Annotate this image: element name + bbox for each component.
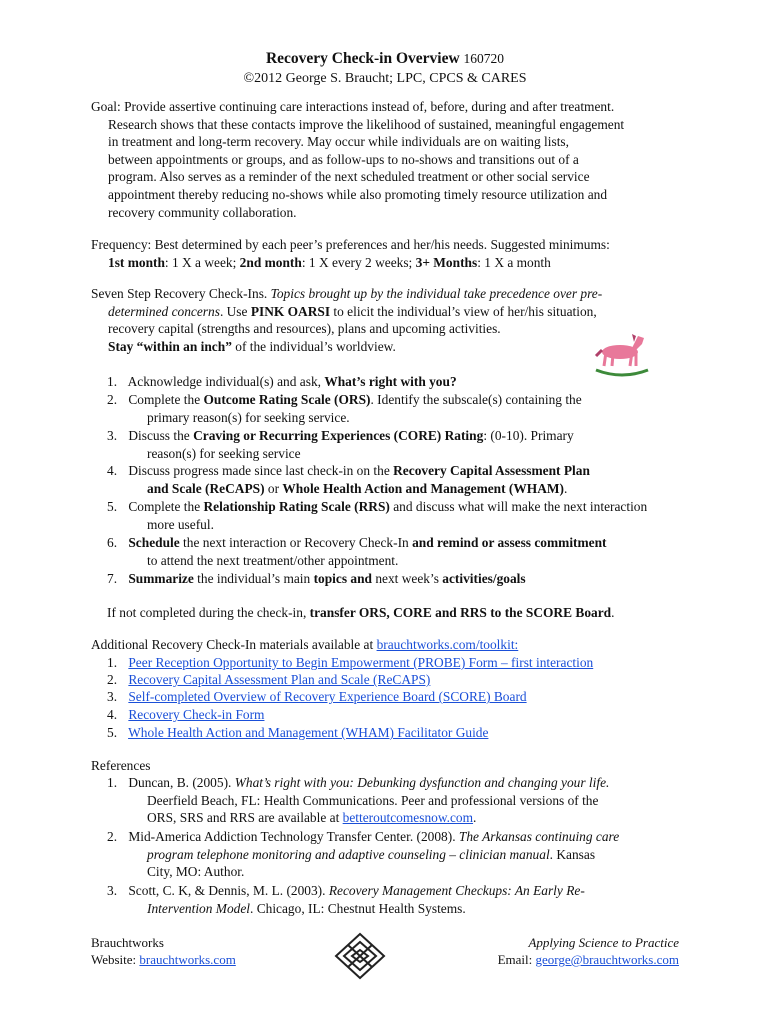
- email-link[interactable]: george@brauchtworks.com: [535, 952, 679, 967]
- goal-line: Research shows that these contacts improve the likelihood of sustained, meaningful engagement: [108, 116, 625, 132]
- material-item: 4. Recovery Check-in Form: [107, 707, 265, 722]
- transfer-note: If not completed during the check-in, transfer ORS, CORE and RRS to the SCORE Board.: [107, 605, 615, 620]
- goal-line: Goal: Provide assertive continuing care interactions instead of, before, during and after treatment.: [91, 99, 615, 114]
- reference-item: 2. Mid-America Addiction Technology Transfer Center. (2008). The Arkansas continuing care program telephone monitoring and adaptive counseling – clinician manual. Kansas City, MO: Author.: [107, 829, 620, 880]
- toolkit-link[interactable]: brauchtworks.com/toolkit:: [376, 637, 519, 652]
- wham-guide-link[interactable]: Whole Health Action and Management (WHAM) Facilitator Guide: [128, 725, 489, 740]
- material-item: 5. Whole Health Action and Management (WHAM) Facilitator Guide: [107, 725, 489, 740]
- goal-section: [91, 98, 691, 221]
- seven-step-intro-3: recovery capital (strengths and resources), plans and upcoming activities.: [108, 321, 501, 337]
- footer-right: Applying Science to Practice Email: george@brauchtworks.com: [497, 935, 679, 967]
- rocking-horse-icon: [592, 330, 652, 378]
- step-item: 2. Complete the Outcome Rating Scale (ORS). Identify the subscale(s) containing the primary reason(s) for seeking service.: [107, 392, 582, 425]
- references-heading: References: [91, 758, 151, 773]
- frequency-line: Frequency: Best determined by each peer’s preferences and her/his needs. Suggested minimums:: [91, 237, 610, 252]
- material-item: 2. Recovery Capital Assessment Plan and Scale (ReCAPS): [107, 672, 431, 687]
- copyright-line: ©2012 George S. Braucht; LPC, CPCS & CARES: [243, 71, 527, 86]
- seven-step-intro: Seven Step Recovery Check-Ins. Topics brought up by the individual take precedence over pre-: [91, 286, 603, 301]
- footer-left: Brauchtworks Website: brauchtworks.com: [91, 935, 236, 967]
- step-item: 1. Acknowledge individual(s) and ask, What’s right with you?: [107, 374, 457, 389]
- step-item: 5. Complete the Relationship Rating Scale (RRS) and discuss what will make the next interaction more useful.: [107, 499, 648, 532]
- frequency-minimums: 1st month: 1 X a week; 2nd month: 1 X every 2 weeks; 3+ Months: 1 X a month: [108, 254, 551, 270]
- goal-line: in treatment and long-term recovery. May occur while individuals are on waiting lists,: [108, 134, 569, 150]
- step-item: 7. Summarize the individual’s main topics and next week’s activities/goals: [107, 571, 526, 586]
- step-item: 6. Schedule the next interaction or Recovery Check-In and remind or assess commitment to attend the next treatment/other appointment.: [107, 535, 607, 568]
- additional-materials-heading: Additional Recovery Check-In materials available at brauchtworks.com/toolkit:: [91, 637, 519, 652]
- frequency-section: [91, 236, 691, 271]
- checkin-form-link[interactable]: Recovery Check-in Form: [128, 707, 265, 722]
- goal-line: appointment thereby reducing no-shows while also promoting timely resource utilization and: [108, 186, 608, 202]
- seven-step-intro-2: determined concerns. Use PINK OARSI to elicit the individual’s view of her/his situation,: [108, 303, 597, 319]
- goal-line: program. Also serves as a reminder of the next scheduled treatment or other social service: [108, 169, 590, 185]
- probe-form-link[interactable]: Peer Reception Opportunity to Begin Empowerment (PROBE) Form – first interaction: [128, 655, 594, 670]
- step-item: 4. Discuss progress made since last check-in on the Recovery Capital Assessment Plan and Scale (ReCAPS) or Whole Health Action and Management (WHAM).: [107, 463, 590, 496]
- betteroutcomes-link[interactable]: betteroutcomesnow.com: [342, 810, 474, 826]
- seven-step-stay: Stay “within an inch” of the individual’s worldview.: [108, 338, 396, 354]
- score-board-link[interactable]: Self-completed Overview of Recovery Experience Board (SCORE) Board: [128, 689, 527, 704]
- goal-line: recovery community collaboration.: [108, 204, 297, 220]
- page-title: Recovery Check-in Overview 160720: [265, 50, 505, 67]
- material-item: 1. Peer Reception Opportunity to Begin Empowerment (PROBE) Form – first interaction: [107, 655, 594, 670]
- footer-tagline: Applying Science to Practice: [528, 935, 679, 950]
- recaps-link[interactable]: Recovery Capital Assessment Plan and Scale (ReCAPS): [128, 672, 431, 687]
- material-item: 3. Self-completed Overview of Recovery Experience Board (SCORE) Board: [107, 689, 527, 704]
- goal-line: between appointments or groups, and as follow-ups to no-shows and transitions out of a: [108, 151, 579, 167]
- brauchtworks-logo-icon: [333, 931, 387, 981]
- reference-item: 3. Scott, C. K, & Dennis, M. L. (2003). Recovery Management Checkups: An Early Re- Intervention Model. Chicago, IL: Chestnut Health Systems.: [107, 883, 585, 916]
- step-item: 3. Discuss the Craving or Recurring Experiences (CORE) Rating: (0-10). Primary reason(s) for seeking service: [107, 428, 574, 461]
- website-link[interactable]: brauchtworks.com: [139, 952, 236, 967]
- reference-item: 1. Duncan, B. (2005). What’s right with you: Debunking dysfunction and changing your life. Deerfield Beach, FL: Health Communications. Peer and professional versions of the ORS, SRS and RRS are available at betteroutcomesnow.com.: [107, 775, 610, 826]
- footer-org: Brauchtworks: [91, 935, 164, 950]
